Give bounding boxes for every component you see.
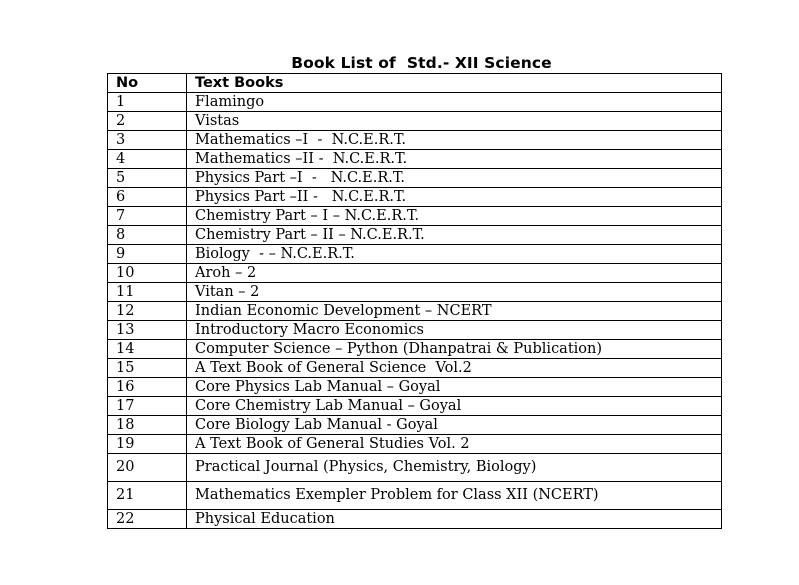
row-number: 14: [108, 340, 187, 359]
row-number: 21: [108, 482, 187, 510]
book-title: Mathematics Exempler Problem for Class XII (NCERT): [187, 482, 722, 510]
table-row: [108, 416, 722, 435]
row-number: 22: [108, 510, 187, 529]
table-row: [108, 245, 722, 264]
row-number: 10: [108, 264, 187, 283]
book-title: Mathematics –I - N.C.E.R.T.: [187, 131, 722, 150]
book-title: Biology - – N.C.E.R.T.: [187, 245, 722, 264]
table-row: [108, 359, 722, 378]
table-row: [108, 93, 722, 112]
row-number: 2: [108, 112, 187, 131]
book-title: Chemistry Part – I – N.C.E.R.T.: [187, 207, 722, 226]
row-number: 9: [108, 245, 187, 264]
book-title: Chemistry Part – II – N.C.E.R.T.: [187, 226, 722, 245]
book-title: Computer Science – Python (Dhanpatrai & Publication): [187, 340, 722, 359]
row-number: 20: [108, 454, 187, 482]
table-row: [108, 454, 722, 482]
table-row: [108, 169, 722, 188]
table-row: [108, 207, 722, 226]
row-number: 11: [108, 283, 187, 302]
table-header-row: [108, 74, 722, 93]
table-row: [108, 302, 722, 321]
row-number: 8: [108, 226, 187, 245]
table-row: [108, 510, 722, 529]
book-title: Indian Economic Development – NCERT: [187, 302, 722, 321]
table-row: [108, 150, 722, 169]
table-row: [108, 482, 722, 510]
book-title: A Text Book of General Science Vol.2: [187, 359, 722, 378]
table-row: [108, 188, 722, 207]
book-title: Vistas: [187, 112, 722, 131]
row-number: 16: [108, 378, 187, 397]
table-row: [108, 397, 722, 416]
book-title: A Text Book of General Studies Vol. 2: [187, 435, 722, 454]
row-number: 19: [108, 435, 187, 454]
row-number: 3: [108, 131, 187, 150]
row-number: 6: [108, 188, 187, 207]
table-row: [108, 283, 722, 302]
book-title: Mathematics –II - N.C.E.R.T.: [187, 150, 722, 169]
book-title: Aroh – 2: [187, 264, 722, 283]
table-row: [108, 340, 722, 359]
column-header-text-books: Text Books: [187, 74, 722, 93]
book-title: Physics Part –I - N.C.E.R.T.: [187, 169, 722, 188]
book-list-table: [107, 73, 722, 529]
row-number: 18: [108, 416, 187, 435]
book-title: Vitan – 2: [187, 283, 722, 302]
table-row: [108, 321, 722, 340]
row-number: 5: [108, 169, 187, 188]
book-title: Core Physics Lab Manual – Goyal: [187, 378, 722, 397]
row-number: 17: [108, 397, 187, 416]
book-title: Physics Part –II - N.C.E.R.T.: [187, 188, 722, 207]
table-row: [108, 131, 722, 150]
table-row: [108, 112, 722, 131]
column-header-no: No: [108, 74, 187, 93]
row-number: 1: [108, 93, 187, 112]
row-number: 13: [108, 321, 187, 340]
book-title: Physical Education: [187, 510, 722, 529]
book-title: Introductory Macro Economics: [187, 321, 722, 340]
table-row: [108, 378, 722, 397]
row-number: 4: [108, 150, 187, 169]
book-title: Core Chemistry Lab Manual – Goyal: [187, 397, 722, 416]
table-row: [108, 226, 722, 245]
row-number: 15: [108, 359, 187, 378]
page-title: Book List of Std.- XII Science: [291, 54, 552, 72]
book-title: Flamingo: [187, 93, 722, 112]
table-row: [108, 435, 722, 454]
row-number: 7: [108, 207, 187, 226]
book-title: Practical Journal (Physics, Chemistry, Biology): [187, 454, 722, 482]
row-number: 12: [108, 302, 187, 321]
book-title: Core Biology Lab Manual - Goyal: [187, 416, 722, 435]
table-row: [108, 264, 722, 283]
